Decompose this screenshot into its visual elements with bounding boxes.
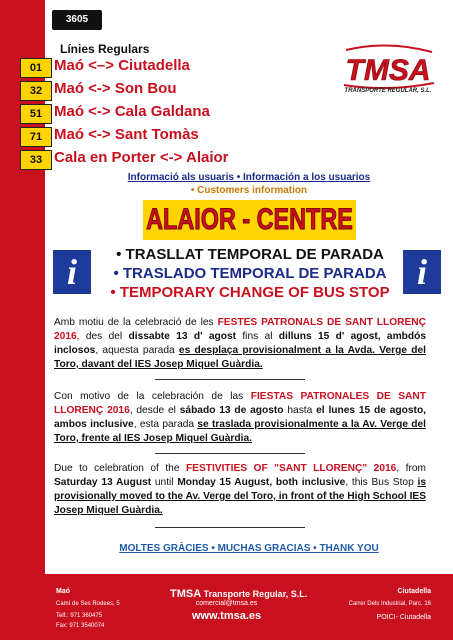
footer-right-city: Ciutadella: [397, 588, 431, 595]
footer-left-city: Maó: [56, 588, 70, 595]
route-name: Maó <-> Sant Tomàs: [54, 126, 199, 143]
route-number: 71: [20, 127, 52, 147]
paragraph-spanish: Con motivo de la celebración de las FIESTAS PATRONALES DE SANT LLORENÇ 2016, desde el sábado 13 de agosto hasta el lunes 15 de agosto, ambos inclusive, esta parada se traslada provisionalmente a la Av. Verge del Toro, frente al IES Josep Miquel Guàrdia.: [54, 391, 426, 444]
footer: [0, 574, 453, 640]
route-number: 01: [20, 58, 52, 78]
footer-right-address: Carrer Dels Industrial, Parc. 16: [348, 601, 431, 607]
route-list: [0, 56, 340, 171]
route-item: [0, 102, 340, 125]
route-name: Cala en Porter <-> Alaior: [54, 149, 229, 166]
logo-subtitle: TRANSPORTE REGULAR, S.L.: [344, 88, 432, 94]
route-item: [0, 148, 340, 171]
info-customers: • Customers information: [190, 185, 308, 196]
paragraph-catalan: Amb motiu de la celebració de les FESTES PATRONALS DE SANT LLORENÇ 2016, des del dissabte 13 d' agost fins al dilluns 15 d' agost, ambdós inclosos, aquesta parada es desplaça provisionalment a la Avda. Verge del Toro, davant del IES Josep Miquel Guàrdia.: [54, 317, 426, 370]
paragraph-english: Due to celebration of the FESTIVITIES OF "SANT LLORENÇ" 2016, from Saturday 13 August until Monday 15 August, both inclusive, this Bus Stop is provisionally moved to the Av. Verge del Toro, in front of the High School IES Josep Miquel Guàrdia.: [54, 463, 426, 516]
logo-text: TMSA: [345, 54, 431, 87]
tmsa-logo: [338, 44, 438, 100]
footer-company: TMSA Transporte Regular, S.L.: [170, 588, 308, 600]
route-name: Maó <-> Cala Galdana: [54, 103, 210, 120]
footer-email[interactable]: comercial@tmsa.es: [195, 600, 258, 607]
footer-left-fax: Fax: 971 3540074: [56, 623, 105, 629]
route-item: [0, 56, 340, 79]
route-name: Maó <-> Son Bou: [54, 80, 177, 97]
divider: [155, 379, 305, 380]
info-icon: i: [403, 250, 441, 294]
page-code: 3605: [52, 10, 102, 30]
thanks-line: MOLTES GRÀCIES • MUCHAS GRACIAS • THANK YOU: [119, 543, 379, 554]
route-number: 33: [20, 150, 52, 170]
route-item: [0, 79, 340, 102]
stop-title-banner: [45, 200, 453, 240]
footer-right-extra: POICI- Ciutadella: [376, 614, 431, 621]
divider: [155, 527, 305, 528]
info-languages: Informació als usuaris • Información a los usuarios: [127, 172, 371, 183]
footer-left-address: Camí de Ses Rodees, 5: [56, 601, 120, 607]
route-item: [0, 125, 340, 148]
section-heading: Línies Regulars: [60, 42, 150, 56]
stop-title: ALAIOR - CENTRE: [143, 200, 356, 240]
announcement-ca: • TRASLLAT TEMPORAL DE PARADA: [116, 246, 384, 263]
footer-website[interactable]: www.tmsa.es: [191, 610, 262, 622]
announcement-es: • TRASLADO TEMPORAL DE PARADA: [113, 265, 387, 282]
divider: [155, 453, 305, 454]
route-number: 32: [20, 81, 52, 101]
announcement-en: • TEMPORARY CHANGE OF BUS STOP: [110, 284, 390, 301]
route-name: Maó <–> Ciutadella: [54, 57, 190, 74]
footer-left-tel: Telf.: 971 360475: [56, 613, 103, 619]
route-number: 51: [20, 104, 52, 124]
tmsa-logo-mark: [338, 44, 438, 90]
info-icon: i: [53, 250, 91, 294]
